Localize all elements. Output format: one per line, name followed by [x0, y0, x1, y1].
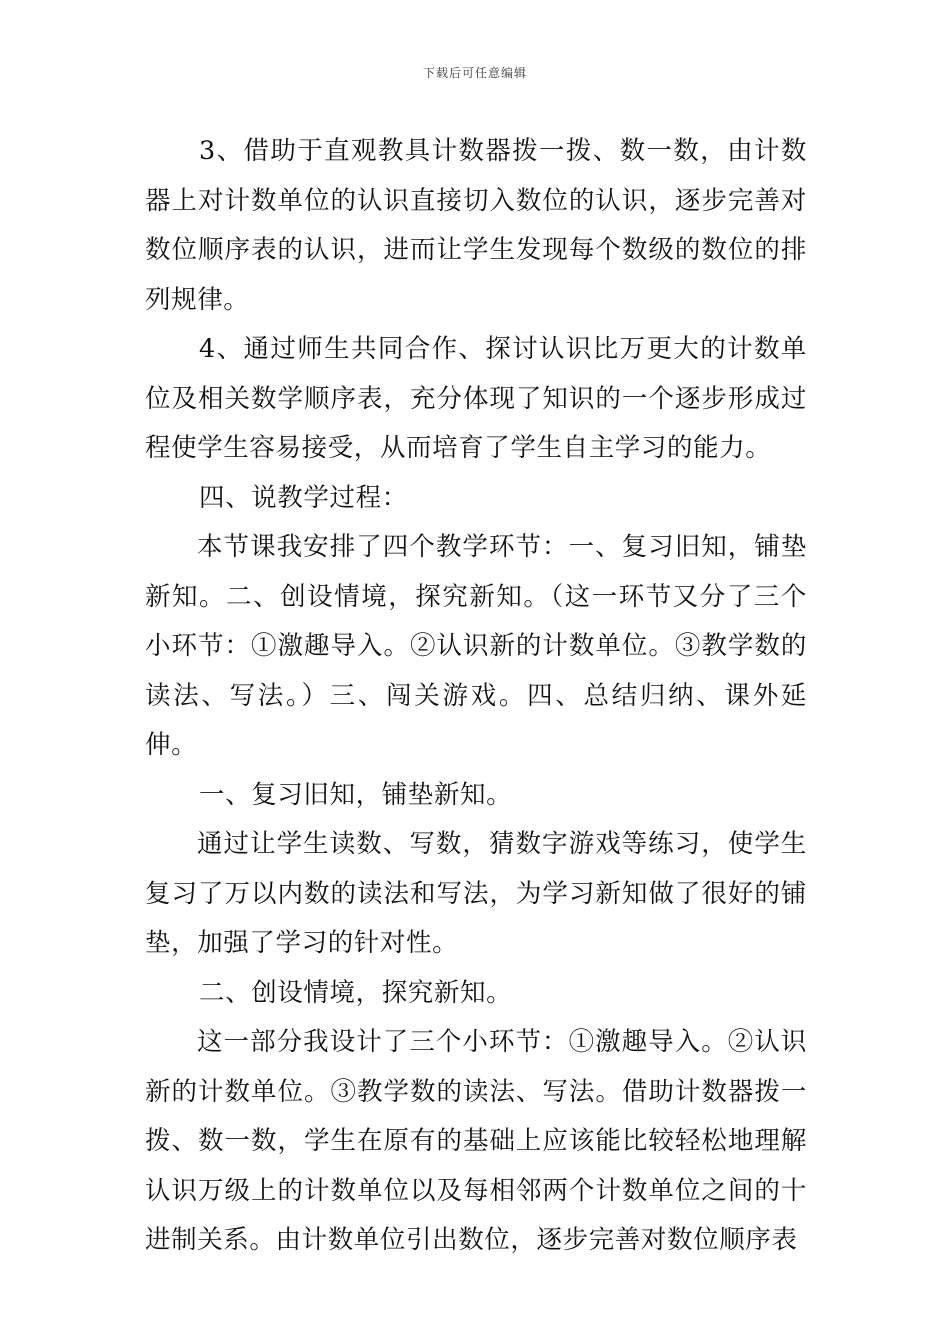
section-heading-teaching-process: 四、说教学过程：: [199, 482, 408, 513]
paragraph-review: 通过让学生读数、写数，猜数字游戏等练习，使学生复习了万以内数的读法和写法，为学习新知做了很好的铺垫，加强了学习的针对性。: [145, 829, 807, 958]
page-header: 下载后可任意编辑: [422, 66, 527, 80]
paragraph-teaching-steps: 本节课我安排了四个教学环节：一、复习旧知，铺垫新知。二、创设情境，探究新知。（这一环节又分了三个小环节：①激趣导入。②认识新的计数单位。③教学数的读法、写法。）三、闯关游戏。四、总结归纳、课外延伸。: [145, 532, 807, 760]
paragraph-item-3: 3、借助于直观教具计数器拨一拨、数一数，由计数器上对计数单位的认识直接切入数位的认识，逐步完善对数位顺序表的认识，进而让学生发现每个数级的数位的排列规律。: [145, 136, 807, 315]
paragraph-explore: 这一部分我设计了三个小环节：①激趣导入。②认识新的计数单位。③教学数的读法、写法。借助计数器拨一拨、数一数，学生在原有的基础上应该能比较轻松地理解认识万级上的计数单位以及每相邻两个计数单位之间的十进制关系。由计数单位引出数位，逐步完善对数位顺序表: [145, 1027, 807, 1255]
step-heading-review: 一、复习旧知，铺垫新知。: [199, 779, 513, 810]
step-heading-explore: 二、创设情境，探究新知。: [199, 977, 513, 1008]
paragraph-item-4: 4、通过师生共同合作、探讨认识比万更大的计数单位及相关数学顺序表，充分体现了知识的一个逐步形成过程使学生容易接受，从而培育了学生自主学习的能力。: [145, 334, 807, 463]
document-body: [145, 127, 807, 1266]
